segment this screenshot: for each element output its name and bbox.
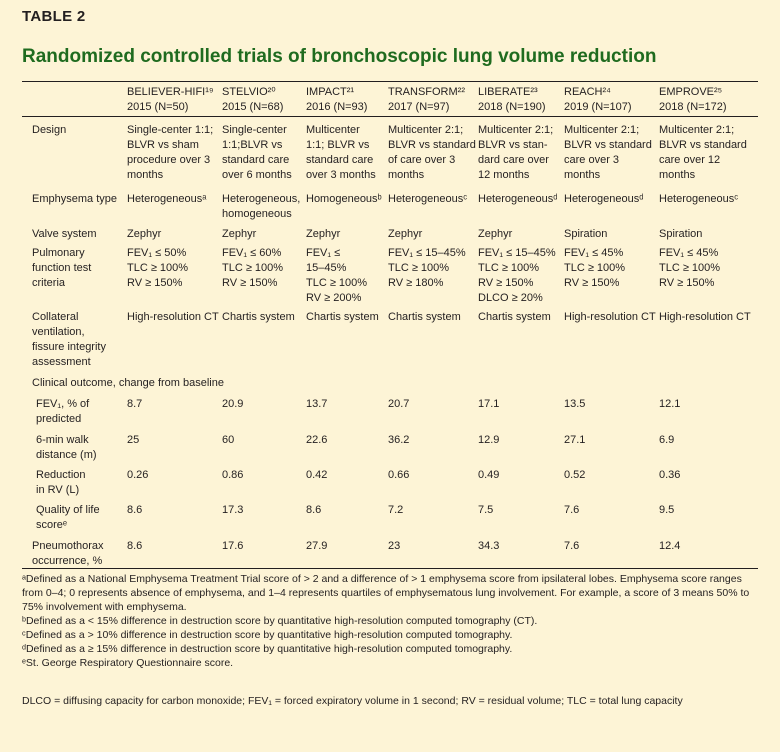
- table-cell: 13.7: [306, 398, 328, 410]
- table-cell: Chartis system: [306, 311, 379, 323]
- table-cell: 17.1: [478, 398, 500, 410]
- table-cell: Heterogeneousᵈ: [478, 193, 558, 205]
- table-cell: Zephyr: [306, 228, 341, 240]
- table-cell: FEV₁ ≤ 15–45% TLC ≥ 100% RV ≥ 200%: [306, 247, 368, 304]
- table-cell: Multicenter 2:1; BLVR vs standard care over 3 months: [564, 124, 652, 181]
- section-heading: Clinical outcome, change from baseline: [32, 377, 224, 389]
- table-cell: High-resolution CT: [659, 311, 751, 323]
- table-cell: Multicenter 2:1; BLVR vs standard of care over 3 months: [388, 124, 476, 181]
- table-cell: Multicenter 2:1; BLVR vs standard care over 12 months: [659, 124, 747, 181]
- footnote: ᵈDefined as a ≥ 15% difference in destruction score by quantitative high-resolution computed tomography.: [22, 643, 513, 655]
- table-label: TABLE 2: [22, 8, 86, 25]
- row-label: FEV₁, % of predicted: [36, 398, 90, 425]
- table-cell: 20.7: [388, 398, 410, 410]
- table-cell: Multicenter 2:1; BLVR vs stan- dard care over 12 months: [478, 124, 554, 181]
- table-cell: 9.5: [659, 504, 675, 516]
- table-cell: 27.9: [306, 540, 328, 552]
- table-cell: Single-center 1:1; BLVR vs sham procedure over 3 months: [127, 124, 214, 181]
- table-cell: Chartis system: [478, 311, 551, 323]
- column-header-name: TRANSFORM²²: [388, 86, 465, 98]
- footnote: ᵉSt. George Respiratory Questionnaire score.: [22, 657, 234, 669]
- column-header-sub: 2018 (N=172): [659, 101, 727, 113]
- table-cell: 0.86: [222, 469, 244, 481]
- table-cell: 7.5: [478, 504, 494, 516]
- column-header-name: EMPROVE²⁵: [659, 86, 723, 98]
- table-cell: 8.7: [127, 398, 143, 410]
- table-cell: 36.2: [388, 434, 410, 446]
- table-cell: Zephyr: [388, 228, 423, 240]
- table-cell: High-resolution CT: [564, 311, 656, 323]
- table-cell: 0.49: [478, 469, 500, 481]
- table-cell: 0.36: [659, 469, 681, 481]
- column-header-sub: 2018 (N=190): [478, 101, 546, 113]
- table-cell: 0.42: [306, 469, 328, 481]
- table-cell: 12.1: [659, 398, 681, 410]
- row-label: 6-min walk distance (m): [36, 434, 97, 461]
- column-header-name: STELVIO²⁰: [222, 86, 276, 98]
- rule-header: [22, 116, 758, 117]
- footnote: ᵃDefined as a National Emphysema Treatment Trial score of > 2 and a difference of > 1 emphysema score from ipsilateral lobes. Emphysema score ranges from 0–4; 0 represents absence of emphysema, and 1–4 represents quartiles of emphysematous lung involvement. For example, a score of 3 means 50% to 75% involvement with emphysema.: [22, 573, 750, 613]
- column-header-sub: 2015 (N=68): [222, 101, 284, 113]
- table-cell: Heterogeneousᵃ: [127, 193, 207, 205]
- table-cell: FEV₁ ≤ 60% TLC ≥ 100% RV ≥ 150%: [222, 247, 284, 289]
- row-label: Design: [32, 124, 67, 136]
- table-cell: 20.9: [222, 398, 244, 410]
- table-cell: Homogeneousᵇ: [306, 193, 382, 205]
- table-cell: Spiration: [564, 228, 608, 240]
- row-label: Pulmonary function test criteria: [32, 247, 92, 289]
- table-cell: 12.4: [659, 540, 681, 552]
- table-cell: 0.52: [564, 469, 586, 481]
- table-cell: FEV₁ ≤ 50% TLC ≥ 100% RV ≥ 150%: [127, 247, 189, 289]
- table-cell: 0.26: [127, 469, 149, 481]
- table-cell: Heterogeneousᶜ: [388, 193, 468, 205]
- column-header-sub: 2019 (N=107): [564, 101, 632, 113]
- table-cell: 25: [127, 434, 140, 446]
- row-label: Valve system: [32, 228, 97, 240]
- table-cell: Heterogeneousᶜ: [659, 193, 739, 205]
- table-cell: Spiration: [659, 228, 703, 240]
- table-cell: 17.3: [222, 504, 244, 516]
- table-cell: Single-center 1:1;BLVR vs standard care over 6 months: [222, 124, 292, 181]
- table-cell: Heterogeneousᵈ: [564, 193, 644, 205]
- table-cell: FEV₁ ≤ 15–45% TLC ≥ 100% RV ≥ 180%: [388, 247, 466, 289]
- table-cell: Zephyr: [222, 228, 257, 240]
- abbreviations: DLCO = diffusing capacity for carbon monoxide; FEV₁ = forced expiratory volume in 1 second; RV = residual volume; TLC = total lung capacity: [22, 695, 683, 707]
- column-header-name: BELIEVER-HIFI¹⁹: [127, 86, 214, 98]
- footnote: ᵇDefined as a < 15% difference in destruction score by quantitative high-resolution computed tomography (CT).: [22, 615, 538, 627]
- table-cell: 17.6: [222, 540, 244, 552]
- table-cell: 22.6: [306, 434, 328, 446]
- column-header-sub: 2015 (N=50): [127, 101, 189, 113]
- table-cell: Chartis system: [388, 311, 461, 323]
- table-cell: Zephyr: [478, 228, 513, 240]
- table-cell: Zephyr: [127, 228, 162, 240]
- column-header-name: REACH²⁴: [564, 86, 611, 98]
- table-cell: 7.2: [388, 504, 404, 516]
- column-header-sub: 2016 (N=93): [306, 101, 368, 113]
- table-cell: 0.66: [388, 469, 410, 481]
- rule-bottom: [22, 568, 758, 569]
- table-cell: 7.6: [564, 540, 580, 552]
- table-cell: 8.6: [127, 504, 143, 516]
- row-label: Emphysema type: [32, 193, 117, 205]
- table-cell: High-resolution CT: [127, 311, 219, 323]
- table-cell: Chartis system: [222, 311, 295, 323]
- footnote: ᶜDefined as a > 10% difference in destruction score by quantitative high-resolution computed tomography.: [22, 629, 513, 641]
- table-cell: 60: [222, 434, 235, 446]
- row-label: Quality of life scoreᵉ: [36, 504, 100, 531]
- table-cell: FEV₁ ≤ 45% TLC ≥ 100% RV ≥ 150%: [659, 247, 721, 289]
- table-cell: 12.9: [478, 434, 500, 446]
- row-label: Reduction in RV (L): [36, 469, 86, 496]
- column-header-sub: 2017 (N=97): [388, 101, 450, 113]
- table-cell: 7.6: [564, 504, 580, 516]
- row-label: Collateral ventilation, fissure integrity assessment: [32, 311, 106, 368]
- table-cell: 8.6: [306, 504, 322, 516]
- table-cell: Heterogeneous, homogeneous: [222, 193, 301, 220]
- row-label: Pneumothorax occurrence, %: [32, 540, 104, 567]
- table-cell: 13.5: [564, 398, 586, 410]
- rule-top: [22, 81, 758, 82]
- table-cell: 27.1: [564, 434, 586, 446]
- table-cell: 8.6: [127, 540, 143, 552]
- table-cell: FEV₁ ≤ 45% TLC ≥ 100% RV ≥ 150%: [564, 247, 626, 289]
- column-header-name: LIBERATE²³: [478, 86, 538, 98]
- table-cell: Multicenter 1:1; BLVR vs standard care over 3 months: [306, 124, 376, 181]
- table-cell: 23: [388, 540, 401, 552]
- table-cell: 34.3: [478, 540, 500, 552]
- column-header-name: IMPACT²¹: [306, 86, 355, 98]
- table-cell: FEV₁ ≤ 15–45% TLC ≥ 100% RV ≥ 150% DLCO ≥ 20%: [478, 247, 556, 304]
- table-cell: 6.9: [659, 434, 675, 446]
- table-title: Randomized controlled trials of bronchoscopic lung volume reduction: [22, 46, 657, 67]
